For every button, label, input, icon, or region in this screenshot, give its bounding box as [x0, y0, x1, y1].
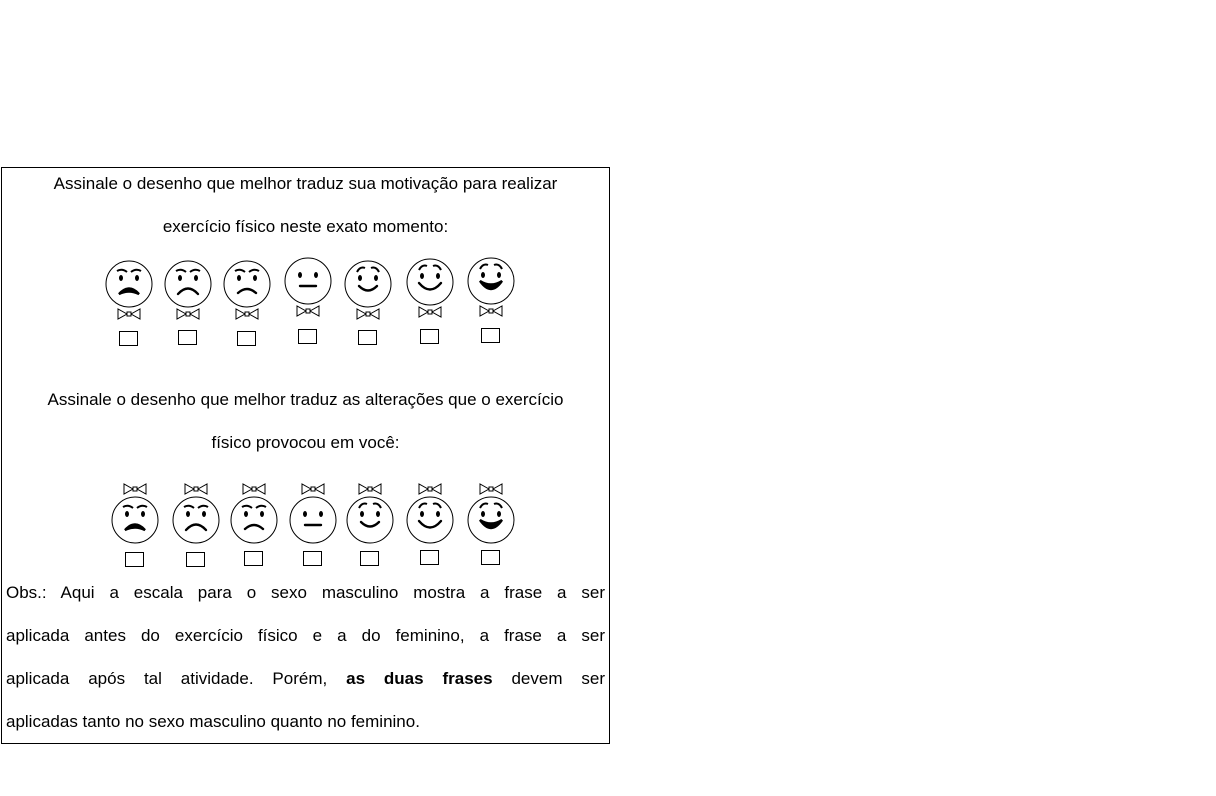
female-option-6-checkbox[interactable] — [420, 550, 439, 565]
female-option-2-checkbox[interactable] — [186, 552, 205, 567]
male-option-1-checkbox[interactable] — [119, 331, 138, 346]
note-line3-start: aplicada após tal atividade. Porém, — [6, 669, 328, 688]
note-line4: aplicadas tanto no sexo masculino quanto no feminino. — [6, 712, 420, 731]
section2-prompt-line2: físico provocou em você: — [211, 433, 400, 452]
male-option-2-checkbox[interactable] — [178, 330, 197, 345]
male-option-3-checkbox[interactable] — [237, 331, 256, 346]
female-option-1-checkbox[interactable] — [125, 552, 144, 567]
male-option-5-checkbox[interactable] — [358, 330, 377, 345]
section1-prompt-line1: Assinale o desenho que melhor traduz sua motivação para realizar — [53, 174, 558, 193]
female-option-5-checkbox[interactable] — [360, 551, 379, 566]
female-option-7-checkbox[interactable] — [481, 550, 500, 565]
note-bold-phrase: as duas frases — [346, 669, 493, 688]
note-line2: aplicada antes do exercício físico e a do feminino, a frase a ser — [6, 626, 605, 645]
male-option-7-checkbox[interactable] — [481, 328, 500, 343]
female-option-3-checkbox[interactable] — [244, 551, 263, 566]
male-option-6-checkbox[interactable] — [420, 329, 439, 344]
section1-prompt-line2: exercício físico neste exato momento: — [162, 217, 449, 236]
note-line3-end: devem ser — [511, 669, 605, 688]
note-line1: Obs.: Aqui a escala para o sexo masculino mostra a frase a ser — [6, 583, 605, 602]
questionnaire-box — [1, 167, 610, 744]
male-option-4-checkbox[interactable] — [298, 329, 317, 344]
female-option-4-checkbox[interactable] — [303, 551, 322, 566]
note-line3 — [6, 669, 605, 689]
section2-prompt-line1: Assinale o desenho que melhor traduz as alterações que o exercício — [47, 390, 564, 409]
